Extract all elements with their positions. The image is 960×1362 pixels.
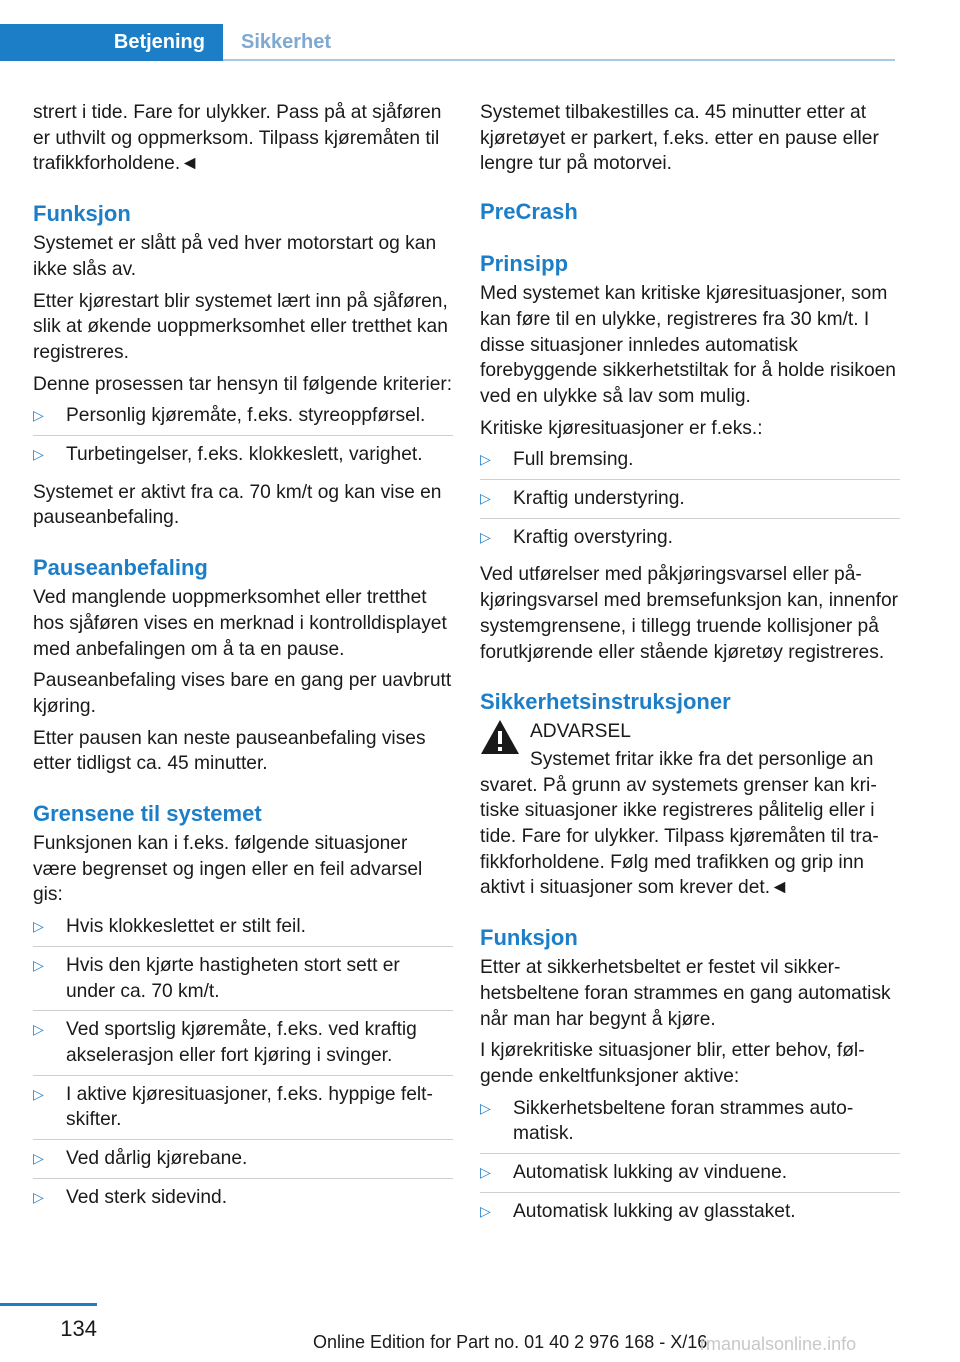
triangle-bullet-icon: ▷ (33, 407, 44, 424)
heading-funksjon: Funksjon (480, 925, 578, 951)
list-item-text: Ved dårlig kjørebane. (66, 1148, 248, 1170)
limits-list (33, 914, 453, 1216)
heading-funksjon: Funksjon (33, 201, 131, 227)
triangle-bullet-icon: ▷ (33, 1150, 44, 1167)
list-item-text: Personlig kjøremåte, f.eks. styreoppførsel. (66, 405, 426, 427)
list-item (480, 1096, 900, 1154)
paragraph: Ved utførelser med påkjøringsvarsel eller påkjøringsvarsel med bremsefunksjon kan, innenfor systemgrensene, i tillegg truende kollisjoner på forutkjørende eller stående kjøretøy registreres. (480, 564, 899, 663)
list-item (33, 1146, 453, 1179)
warning-block (480, 719, 900, 901)
list-item (480, 1199, 900, 1231)
warning-text-continued: svaret. På grunn av systemets grenser kan kritiske situasjoner ikke registreres pålitelig eller i tide. Fare for ulykker. Tilpass kjøremåten til trafikkforholdene. Følg med trafikken og grip inn aktivt i situasjoner som krever det.◄ (480, 774, 879, 899)
paragraph: Pauseanbefaling vises bare en gang per uavbrutt kjøring. (33, 670, 452, 717)
criteria-list (33, 403, 453, 473)
paragraph: I kjørekritiske situasjoner blir, etter behov, følgende enkeltfunksjoner aktive: (480, 1040, 865, 1087)
list-item (480, 1160, 900, 1193)
paragraph: strert i tide. Fare for ulykker. Pass på at sjåføren er uthvilt og oppmerksom. Tilpass kjøremåten til trafikkforholdene.◄ (33, 102, 442, 175)
list-item-text: Full bremsing. (513, 449, 634, 471)
list-item-text: Automatisk lukking av vinduene. (513, 1162, 788, 1184)
functions-list (480, 1096, 900, 1231)
heading-precrash: PreCrash (480, 199, 578, 225)
list-item (33, 403, 453, 436)
page-header (0, 24, 895, 61)
triangle-bullet-icon: ▷ (480, 490, 491, 507)
list-item-text: I aktive kjøresituasjoner, f.eks. hyppige feltskifter. (66, 1083, 433, 1131)
list-item-text: Kraftig overstyring. (513, 526, 673, 548)
list-item-text: Turbetingelser, f.eks. klokkeslett, varighet. (66, 444, 423, 466)
paragraph: Ved manglende uoppmerksomhet eller tretthet hos sjåføren vises en merknad i kontrolldisplayet med anbefalingen om å ta en pause. (33, 587, 447, 660)
list-item-text: Hvis den kjørte hastigheten stort sett er under ca. 70 km/t. (66, 954, 400, 1002)
list-item (33, 442, 453, 474)
list-item (480, 486, 900, 519)
warning-title: ADVARSEL (530, 721, 631, 743)
list-item-text: Ved sportslig kjøremåte, f.eks. ved kraftig akselerasjon eller fort kjøring i svinger. (66, 1019, 417, 1066)
heading-pauseanbefaling: Pauseanbefaling (33, 555, 208, 581)
triangle-bullet-icon: ▷ (33, 1188, 44, 1205)
left-column (33, 100, 453, 1223)
paragraph: Systemet tilbakestilles ca. 45 minutter etter at kjøretøyet er parkert, f.eks. etter en pause eller lengre tur på motorvei. (480, 102, 879, 175)
paragraph: Funksjonen kan i f.eks. følgende situasjoner være begrenset og ingen eller en feil advarsel gis: (33, 833, 423, 906)
triangle-bullet-icon: ▷ (480, 451, 491, 468)
list-item (33, 1185, 453, 1217)
tab-betjening[interactable]: Betjening (0, 24, 223, 61)
list-item-text: Kraftig understyring. (513, 488, 685, 510)
list-item-text: Hvis klokkeslettet er stilt feil. (66, 916, 306, 938)
edition-text: Online Edition for Part no. 01 40 2 976 168 - X/16 (313, 1332, 708, 1352)
footer-rule (0, 1303, 97, 1306)
list-item (33, 953, 453, 1011)
list-item (33, 1082, 453, 1140)
warning-triangle-icon (480, 719, 520, 755)
triangle-bullet-icon: ▷ (480, 528, 491, 545)
right-column (480, 100, 900, 1237)
list-item (480, 525, 900, 557)
list-item-text: Ved sterk sidevind. (66, 1186, 228, 1208)
paragraph: Etter at sikkerhetsbeltet er festet vil sikkerhetsbeltene foran strammes en gang automatisk når man har begynt å kjøre. (480, 957, 891, 1030)
list-item-text: Sikkerhetsbeltene foran strammes automatisk. (513, 1097, 854, 1145)
triangle-bullet-icon: ▷ (33, 956, 44, 973)
critical-situations-list (480, 447, 900, 556)
watermark: rmanualsonline.info (700, 1334, 857, 1354)
paragraph: Kritiske kjøresituasjoner er f.eks.: (480, 417, 763, 439)
triangle-bullet-icon: ▷ (33, 918, 44, 935)
paragraph: Systemet er slått på ved hver motorstart og kan ikke slås av. (33, 233, 437, 280)
list-item (33, 1017, 453, 1075)
list-item (33, 914, 453, 947)
page-number: 134 (60, 1316, 97, 1341)
heading-grensene: Grensene til systemet (33, 801, 262, 827)
list-item (480, 447, 900, 480)
triangle-bullet-icon: ▷ (33, 1085, 44, 1102)
paragraph: Etter pausen kan neste pauseanbefaling vises etter tidligst ca. 45 minutter. (33, 727, 426, 775)
triangle-bullet-icon: ▷ (33, 1021, 44, 1038)
triangle-bullet-icon: ▷ (480, 1099, 491, 1116)
paragraph: Denne prosessen tar hensyn til følgende kriterier: (33, 373, 453, 395)
triangle-bullet-icon: ▷ (33, 446, 44, 463)
paragraph: Systemet er aktivt fra ca. 70 km/t og kan vise en pauseanbefaling. (33, 481, 442, 529)
heading-prinsipp: Prinsipp (480, 251, 569, 277)
paragraph: Etter kjørestart blir systemet lært inn på sjåføren, slik at økende uoppmerksomhet eller tretthet kan registreres. (33, 290, 448, 363)
heading-sikkerhetsinstruksjoner: Sikkerhetsinstruksjoner (480, 689, 731, 715)
paragraph: Med systemet kan kritiske kjøresituasjoner, som kan føre til en ulykke, registreres fra 30 km/t. I disse situasjoner innledes automatisk forebyggende sikkerhetstiltak for å holde risikoen ved en ulykke så lav som mulig. (480, 283, 896, 407)
warning-text: Systemet fritar ikke fra det personlige an (530, 748, 874, 770)
tab-sikkerhet[interactable]: Sikkerhet (241, 31, 332, 53)
list-item-text: Automatisk lukking av glasstaket. (513, 1200, 796, 1222)
triangle-bullet-icon: ▷ (480, 1202, 491, 1219)
header-divider (223, 59, 895, 61)
triangle-bullet-icon: ▷ (480, 1164, 491, 1181)
